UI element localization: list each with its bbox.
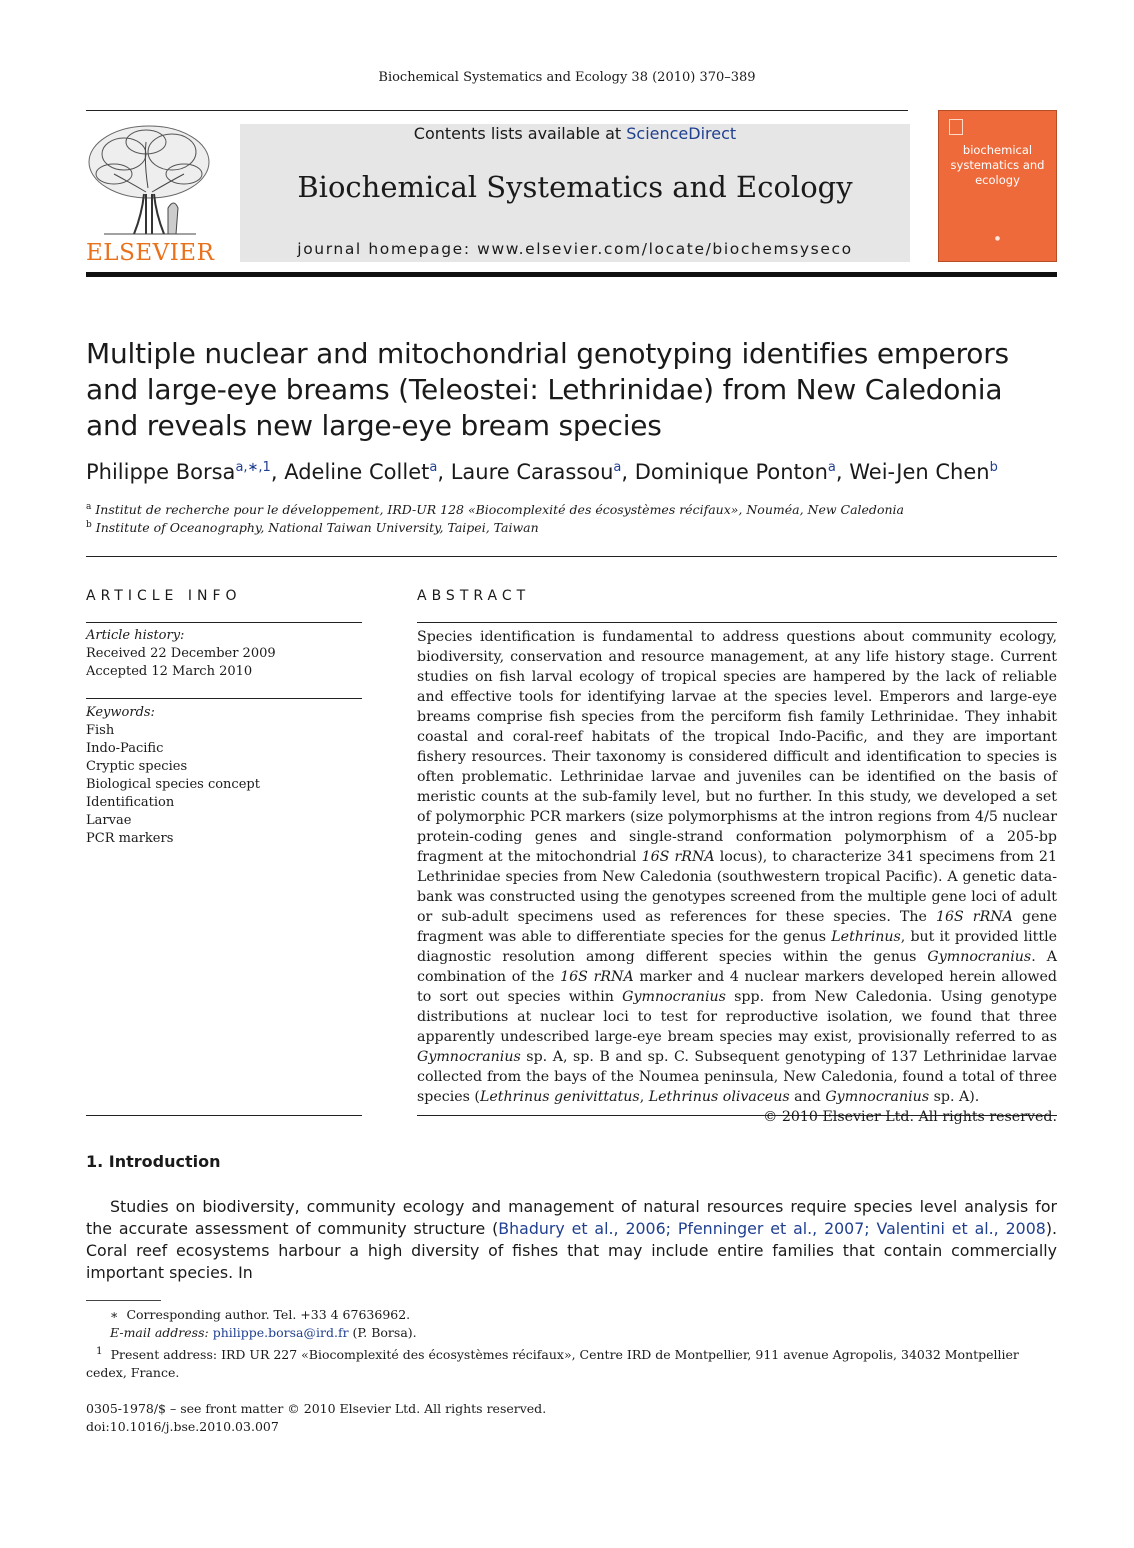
header-thick-rule (86, 272, 1057, 277)
author-separator: , (621, 460, 635, 484)
email-link[interactable]: philippe.borsa@ird.fr (212, 1325, 349, 1340)
abstract-run: , but it provided little diagnostic resolution among different species within the genus (417, 929, 1058, 965)
abstract-run: sp. A). (929, 1089, 980, 1105)
footnote-corresponding (86, 1306, 1057, 1324)
keyword: Cryptic species (86, 759, 188, 774)
abstract-run: marker and 4 nuclear markers developed herein allowed to sort out species within (417, 969, 1058, 1005)
intro-run: Studies on biodiversity, community ecology and management of natural resources require species level analysis for the accurate assessment of community structure ( (86, 1197, 1057, 1238)
article-history (86, 627, 362, 681)
author-list (86, 460, 1066, 484)
abstract-italic: 16S rRNA (641, 849, 715, 865)
introduction-text (86, 1196, 1057, 1284)
abstract-heading: ABSTRACT (417, 588, 531, 604)
keywords-label: Keywords: (86, 705, 155, 720)
abstract-run: spp. from New Caledonia. Using genotype distributions at nuclear loci to test for reproductive isolation, we found that three apparently undescribed large-eye bream species may exist, provisionally referred to as (417, 989, 1058, 1045)
article-info-rule (86, 698, 362, 699)
keyword: Identification (86, 795, 175, 810)
tree-icon (84, 122, 214, 240)
journal-name: Biochemical Systematics and Ecology (297, 170, 853, 204)
abstract-copyright: © 2010 Elsevier Ltd. All rights reserved. (763, 1109, 1057, 1125)
abstract-italic: Gymnocranius (417, 1049, 521, 1065)
author-affiliation-mark[interactable]: a (613, 460, 622, 475)
affiliation (86, 502, 1066, 517)
article-info-heading: ARTICLE INFO (86, 588, 242, 604)
abstract-text (417, 627, 1057, 1107)
affiliation-mark: a (86, 502, 92, 512)
cover-logo-icon (949, 119, 963, 135)
keywords (86, 704, 362, 848)
abstract-italic: Lethrinus (831, 929, 901, 945)
running-head: Biochemical Systematics and Ecology 38 (2010) 370–389 (378, 70, 756, 85)
abstract-run: sp. A, sp. B and sp. C. Subsequent genotyping of 137 Lethrinidae larvae collected from the bays of the Noumea peninsula, New Caledonia, found a total of three species ( (417, 1049, 1057, 1105)
citation-link[interactable]: Bhadury et al., 2006; Pfenninger et al., 2007; Valentini et al., 2008 (498, 1219, 1046, 1238)
contents-prefix: Contents lists available at (413, 124, 627, 143)
abstract-run: . A combination of the (417, 949, 1057, 985)
abstract-run: locus), to characterize 341 specimens from 21 Lethrinidae species from New Caledonia (southwestern tropical Pacific). A genetic data-bank was constructed using the genotypes screened from the multiple gene loci of adult or sub-adult specimens used as references for these species. The (417, 849, 1057, 925)
contents-line (240, 124, 910, 143)
article-info-rule (86, 622, 362, 623)
author-separator: , (270, 460, 285, 484)
front-matter (86, 1400, 546, 1436)
keyword: Larvae (86, 813, 132, 828)
abstract-italic: 16S rRNA (560, 969, 634, 985)
keyword: Biological species concept (86, 777, 260, 792)
journal-cover (938, 110, 1057, 262)
abstract-italic: 16S rRNA (935, 909, 1013, 925)
author-name: Philippe Borsa (86, 460, 236, 484)
doi-line[interactable]: doi:10.1016/j.bse.2010.03.007 (86, 1419, 279, 1434)
cover-sciencedirect-icon: ● (994, 235, 1001, 242)
author-affiliation-mark[interactable]: a,∗,1 (235, 460, 271, 475)
footnote-email (86, 1324, 1057, 1342)
abstract-italic: Lethrinus olivaceus (648, 1089, 790, 1105)
affiliation-text: Institut de recherche pour le développement, IRD-UR 128 «Biocomplexité des écosystèmes récifaux», Nouméa, New Caledonia (95, 502, 904, 518)
article-info-rule (86, 1115, 362, 1116)
abstract-italic: Gymnocranius (927, 949, 1032, 965)
author-separator: , (835, 460, 850, 484)
elsevier-wordmark: ELSEVIER (86, 240, 215, 266)
author-name: Laure Carassou (450, 460, 614, 484)
cover-title: biochemical systematics and ecology (950, 143, 1045, 187)
footnote-mark: 1 (96, 1345, 103, 1357)
journal-homepage[interactable]: journal homepage: www.elsevier.com/locate/biochemsyseco (297, 240, 853, 258)
keyword: Fish (86, 723, 115, 738)
author-name: Wei-Jen Chen (849, 460, 990, 484)
author-affiliation-mark[interactable]: b (989, 460, 998, 475)
abstract-run: Species identification is fundamental to address questions about community ecology, biodiversity, conservation and resource management, at any life history stage. Current studies on fish larval ecology of tropical species are hampered by the lack of reliable and effective tools for identifying larvae at the species level. Emperors and large-eye breams comprise fish species from the perciform fish family Lethrinidae. They inhabit coastal and coral-reef habitats of the tropical Indo-Pacific, and they are important fishery resources. Their taxonomy is considered difficult and identification to species is often problematic. Lethrinidae larvae and juveniles can be identified on the basis of meristic counts at the sub-family level, but no further. In this study, we developed a set of polymorphic PCR markers (size polymorphisms at the intron regions from 4/5 nuclear protein-coding genes and single-strand conformation polymorphism of a 205-bp fragment at the mitochondrial (417, 629, 1057, 865)
issn-line: 0305-1978/$ – see front matter © 2010 Elsevier Ltd. All rights reserved. (86, 1401, 547, 1416)
author-affiliation-mark[interactable]: a (429, 460, 438, 475)
abstract-italic: Gymnocranius (825, 1089, 930, 1105)
abstract-run: and (789, 1089, 826, 1105)
abstract-rule (417, 622, 1057, 623)
affiliation (86, 520, 1066, 535)
intro-run: ). Coral reef ecosystems harbour a high diversity of fishes that may include entire families that contain commercially important species. In (86, 1219, 1057, 1282)
email-suffix: (P. Borsa). (348, 1325, 417, 1340)
footnote-text: Present address: IRD UR 227 «Biocomplexité des écosystèmes récifaux», Centre IRD de Montpellier, 911 avenue Agropolis, 34032 Montpellier cedex, France. (86, 1347, 1019, 1381)
footnote-rule (86, 1300, 161, 1301)
top-rule (86, 110, 908, 111)
footnote-mark: ∗ (110, 1307, 119, 1322)
section-rule (86, 556, 1057, 557)
affiliation-text: Institute of Oceanography, National Taiwan University, Taipei, Taiwan (95, 520, 539, 536)
introduction-heading: 1. Introduction (86, 1152, 221, 1171)
footnote-text: Corresponding author. Tel. +33 4 67636962. (126, 1307, 411, 1322)
author-name: Dominique Ponton (634, 460, 828, 484)
affiliation-mark: b (86, 520, 92, 530)
sciencedirect-link[interactable]: ScienceDirect (626, 124, 737, 143)
email-label: E-mail address: (110, 1325, 213, 1340)
author-affiliation-mark[interactable]: a (827, 460, 836, 475)
article-title: Multiple nuclear and mitochondrial genotyping identifies emperors and large-eye breams (Teleostei: Lethrinidae) from New Caledonia and reveals new large-eye bream species (86, 337, 1009, 442)
author-separator: , (437, 460, 451, 484)
footnote-present-address (86, 1342, 1057, 1382)
keyword: Indo-Pacific (86, 741, 164, 756)
abstract-run: gene fragment was able to differentiate species for the genus (417, 909, 1058, 945)
abstract-italic: Gymnocranius (622, 989, 726, 1005)
keyword: PCR markers (86, 831, 174, 846)
abstract-run: , (639, 1089, 649, 1105)
abstract-body (417, 627, 1057, 1127)
author-name: Adeline Collet (284, 460, 430, 484)
received-date: Received 22 December 2009 (86, 646, 276, 661)
history-label: Article history: (86, 628, 185, 643)
accepted-date: Accepted 12 March 2010 (86, 664, 253, 679)
abstract-italic: Lethrinus genivittatus (479, 1089, 640, 1105)
